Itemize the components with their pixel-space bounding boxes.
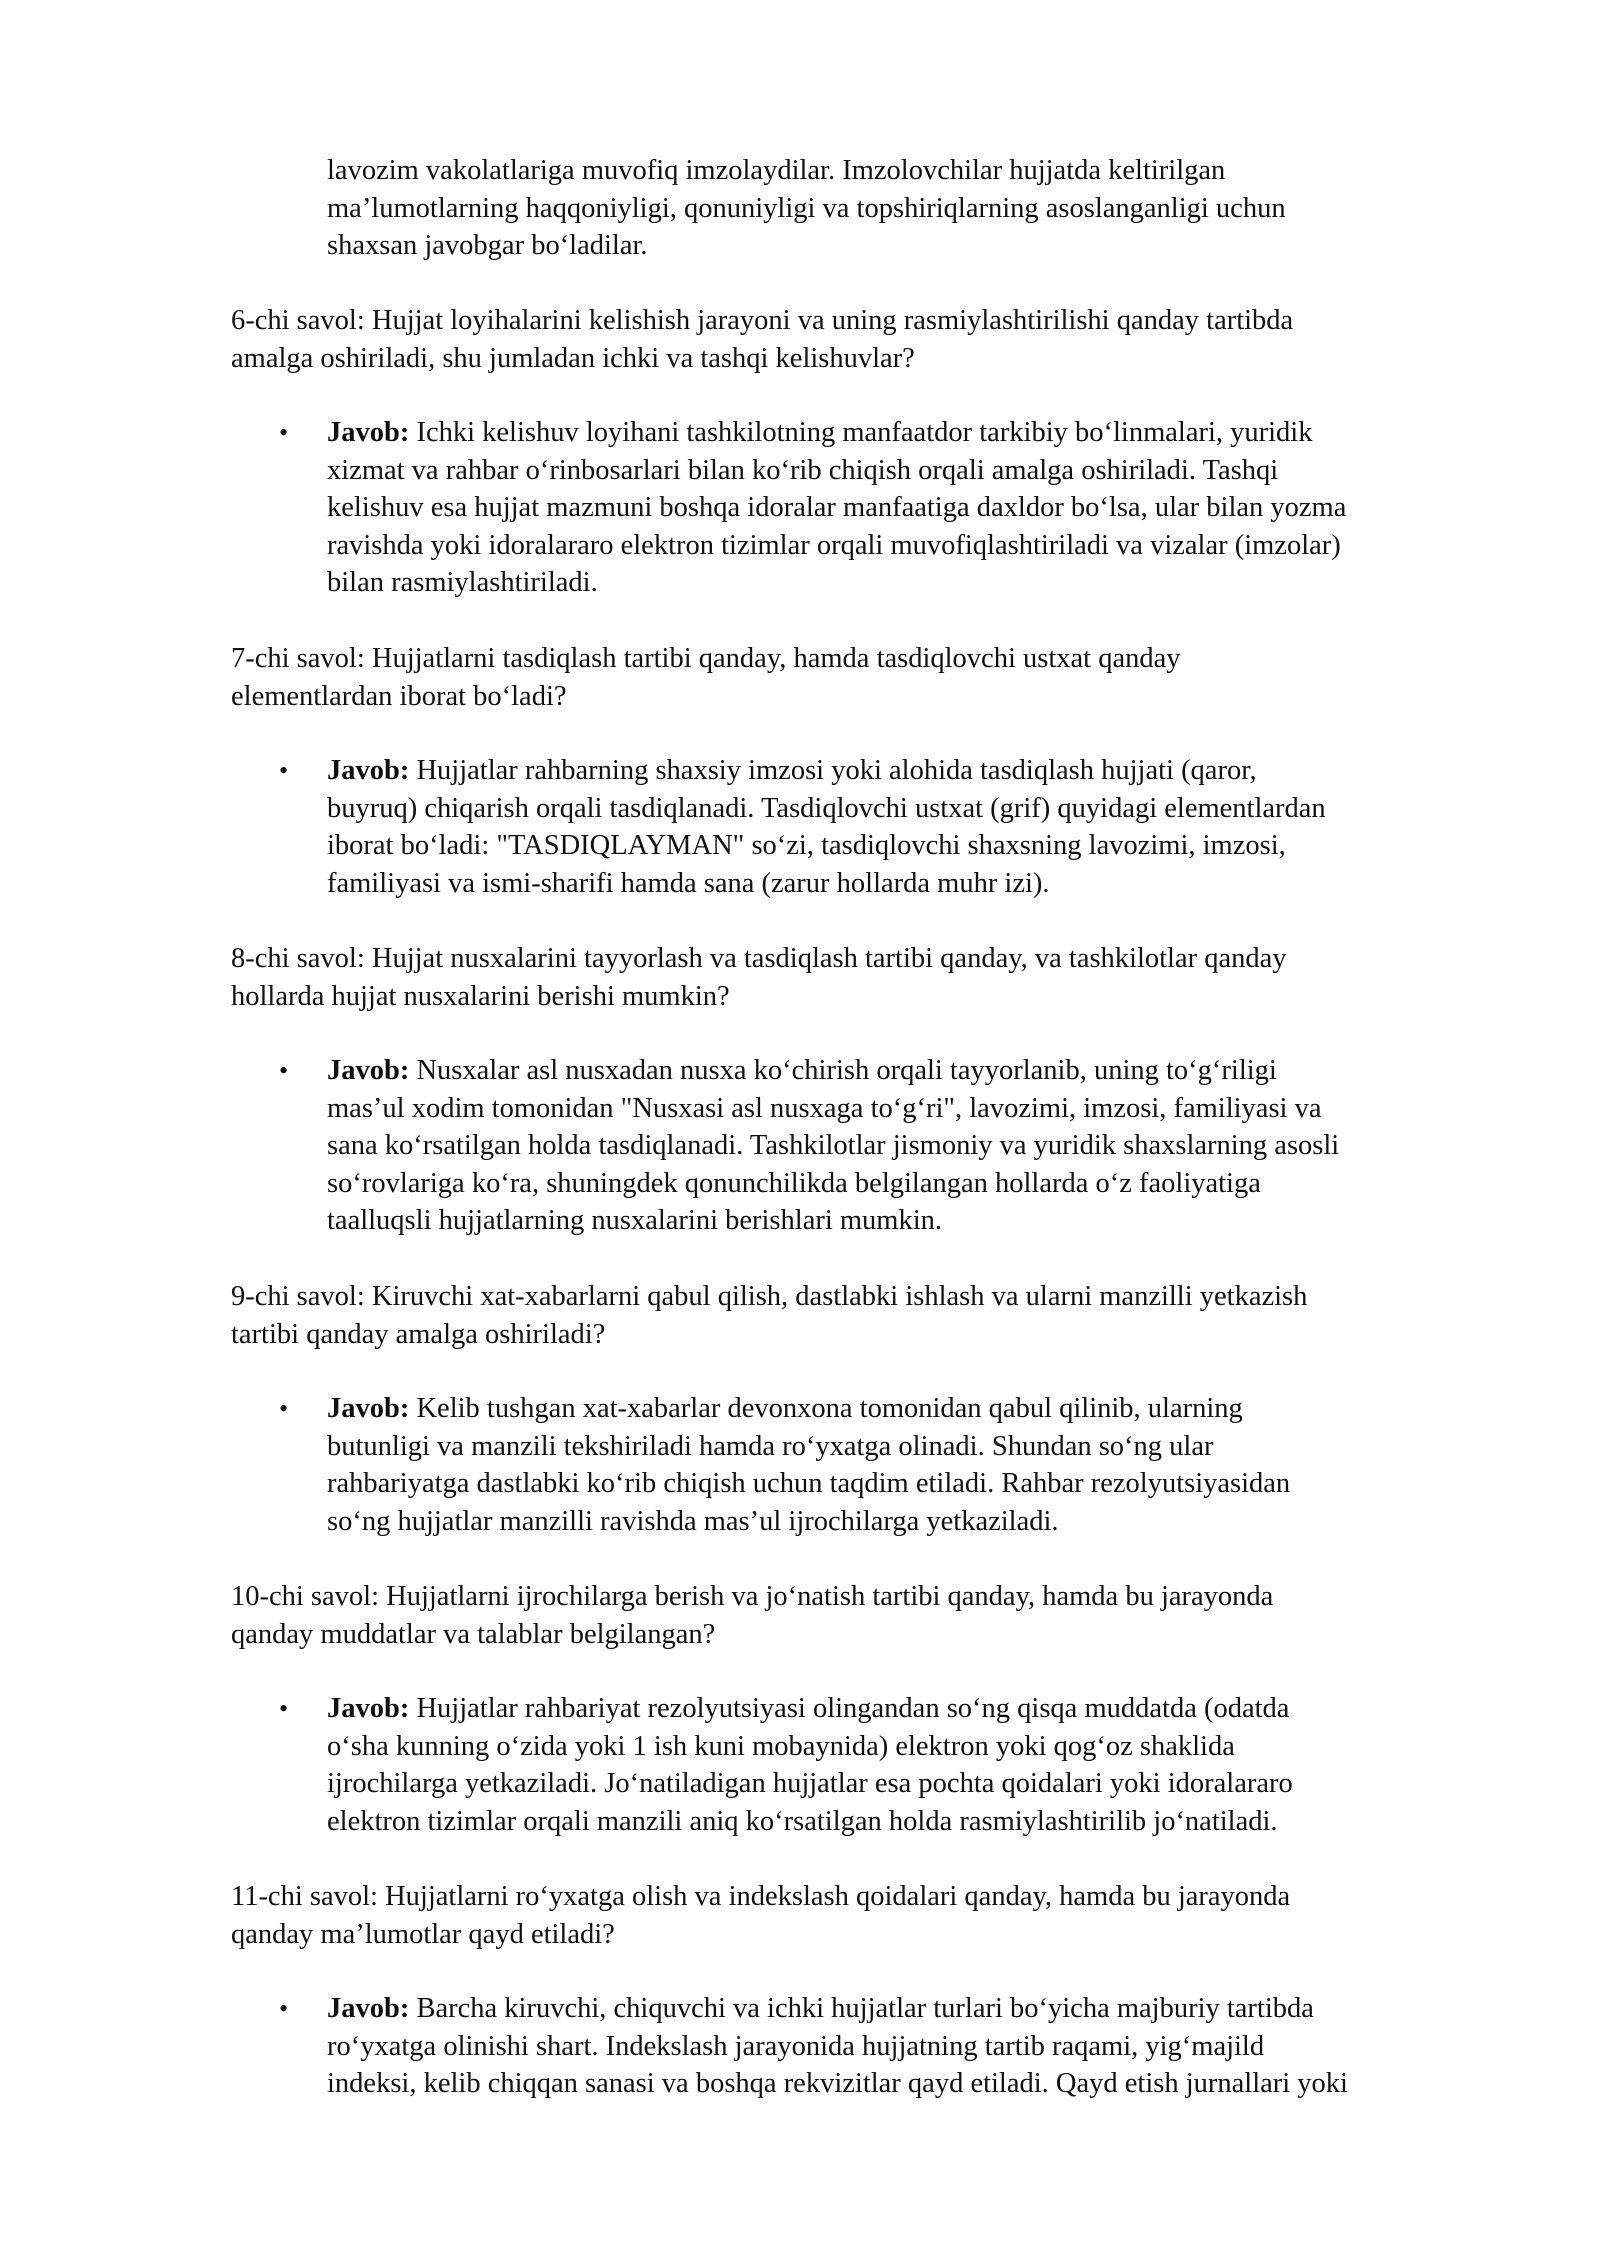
- question-line: hollarda hujjat nusxalarini berishi mumkin?: [231, 980, 730, 1012]
- answer-line: ijrochilarga yetkaziladi. Joʻnatiladigan hujjatlar esa pochta qoidalari yoki idoralararo: [327, 1768, 1293, 1800]
- answer-label: Javob:: [327, 1993, 410, 2024]
- answer-label: Javob:: [327, 417, 410, 448]
- question-line: qanday muddatlar va talablar belgilangan?: [231, 1618, 716, 1650]
- answer-label: Javob:: [327, 1693, 410, 1724]
- paragraph-line: shaxsan javobgar boʻladilar.: [327, 230, 648, 262]
- answer-line: soʻng hujjatlar manzilli ravishda mas’ul ijrochilarga yetkaziladi.: [327, 1505, 1059, 1537]
- bullet-marker: •: [279, 1394, 289, 1423]
- question-line: elementlardan iborat boʻladi?: [231, 680, 567, 712]
- answer-text: Barcha kiruvchi, chiquvchi va ichki hujjatlar turlari boʻyicha majburiy tartibda: [409, 1993, 1314, 2024]
- answer-line: xizmat va rahbar oʻrinbosarlari bilan koʻrib chiqish orqali amalga oshiriladi. Tashqi: [327, 454, 1279, 486]
- answer-line: buyruq) chiqarish orqali tasdiqlanadi. Tasdiqlovchi ustxat (grif) quyidagi elementlardan: [327, 792, 1326, 824]
- answer-line: roʻyxatga olinishi shart. Indekslash jarayonida hujjatning tartib raqami, yigʻmajild: [327, 2030, 1265, 2062]
- answer-7: [279, 752, 1527, 902]
- question-6: [231, 302, 1511, 377]
- bullet-marker: •: [279, 1056, 289, 1085]
- question-11: [231, 1878, 1511, 1953]
- question-line: amalga oshiriladi, shu jumladan ichki va tashqi kelishuvlar?: [231, 342, 915, 374]
- answer-line: oʻsha kunning oʻzida yoki 1 ish kuni mobaynida) elektron yoki qogʻoz shaklida: [327, 1730, 1235, 1762]
- answer-line: familiyasi va ismi-sharifi hamda sana (zarur hollarda muhr izi).: [327, 867, 1050, 899]
- question-line: 9-chi savol: Kiruvchi xat-xabarlarni qabul qilish, dastlabki ishlash va ularni manzilli yetkazish: [231, 1281, 1308, 1312]
- answer-line: bilan rasmiylashtiriladi.: [327, 567, 598, 599]
- question-line: 6-chi savol: Hujjat loyihalarini kelishish jarayoni va uning rasmiylashtirilishi qanday tartibda: [231, 305, 1294, 336]
- answer-line: soʻrovlariga koʻra, shuningdek qonunchilikda belgilangan hollarda oʻz faoliyatiga: [327, 1167, 1261, 1199]
- question-7: [231, 640, 1511, 715]
- answer-line: [327, 1690, 1527, 1728]
- answer-line: indeksi, kelib chiqqan sanasi va boshqa rekvizitlar qayd etiladi. Qayd etish jurnallari yoki: [327, 2068, 1348, 2100]
- answer-line: [327, 1052, 1527, 1090]
- answer-line: sana koʻrsatilgan holda tasdiqlanadi. Tashkilotlar jismoniy va yuridik shaxslarning asosli: [327, 1130, 1340, 1162]
- question-line: 11-chi savol: Hujjatlarni roʻyxatga olish va indekslash qoidalari qanday, hamda bu jarayonda: [231, 1881, 1291, 1912]
- question-8: [231, 940, 1511, 1015]
- question-10: [231, 1578, 1511, 1653]
- bullet-marker: •: [279, 756, 289, 785]
- continued-paragraph: [327, 152, 1507, 265]
- answer-line: [327, 1990, 1527, 2028]
- answer-text: Kelib tushgan xat-xabarlar devonxona tomonidan qabul qilinib, ularning: [409, 1393, 1243, 1424]
- answer-text: Hujjatlar rahbarning shaxsiy imzosi yoki alohida tasdiqlash hujjati (qaror,: [409, 755, 1257, 786]
- answer-text: Nusxalar asl nusxadan nusxa koʻchirish orqali tayyorlanib, uning toʻgʻriligi: [409, 1055, 1277, 1086]
- answer-9: [279, 1390, 1527, 1540]
- answer-line: rahbariyatga dastlabki koʻrib chiqish uchun taqdim etiladi. Rahbar rezolyutsiyasidan: [327, 1468, 1291, 1500]
- answer-line: kelishuv esa hujjat mazmuni boshqa idoralar manfaatiga daxldor boʻlsa, ular bilan yozma: [327, 492, 1347, 524]
- bullet-marker: •: [279, 1694, 289, 1723]
- answer-6: [279, 414, 1527, 602]
- question-line: 7-chi savol: Hujjatlarni tasdiqlash tartibi qanday, hamda tasdiqlovchi ustxat qanday: [231, 643, 1181, 674]
- bullet-marker: •: [279, 1994, 289, 2023]
- answer-label: Javob:: [327, 755, 410, 786]
- question-9: [231, 1278, 1511, 1353]
- answer-line: iborat boʻladi: "TASDIQLAYMAN" soʻzi, tasdiqlovchi shaxsning lavozimi, imzosi,: [327, 830, 1286, 862]
- answer-line: [327, 1390, 1527, 1428]
- answer-line: [327, 752, 1527, 790]
- answer-text: Hujjatlar rahbariyat rezolyutsiyasi olingandan soʻng qisqa muddatda (odatda: [409, 1693, 1290, 1724]
- paragraph-line: lavozim vakolatlariga muvofiq imzolaydilar. Imzolovchilar hujjatda keltirilgan: [327, 155, 1226, 186]
- paragraph-line: ma’lumotlarning haqqoniyligi, qonuniyligi va topshiriqlarning asoslanganligi uchun: [327, 192, 1286, 224]
- answer-label: Javob:: [327, 1055, 410, 1086]
- answer-line: taalluqsli hujjatlarning nusxalarini berishlari mumkin.: [327, 1205, 943, 1237]
- answer-line: butunligi va manzili tekshiriladi hamda roʻyxatga olinadi. Shundan soʻng ular: [327, 1430, 1214, 1462]
- answer-line: mas’ul xodim tomonidan "Nusxasi asl nusxaga toʻgʻri", lavozimi, imzosi, familiyasi va: [327, 1092, 1322, 1124]
- bullet-marker: •: [279, 418, 289, 447]
- answer-8: [279, 1052, 1527, 1240]
- answer-line: [327, 414, 1527, 452]
- question-line: 10-chi savol: Hujjatlarni ijrochilarga berish va joʻnatish tartibi qanday, hamda bu jarayonda: [231, 1581, 1274, 1612]
- question-line: 8-chi savol: Hujjat nusxalarini tayyorlash va tasdiqlash tartibi qanday, va tashkilotlar qanday: [231, 943, 1287, 974]
- question-line: tartibi qanday amalga oshiriladi?: [231, 1318, 606, 1350]
- answer-11: [279, 1990, 1527, 2103]
- answer-text: Ichki kelishuv loyihani tashkilotning manfaatdor tarkibiy boʻlinmalari, yuridik: [409, 417, 1313, 448]
- question-line: qanday ma’lumotlar qayd etiladi?: [231, 1918, 615, 1950]
- answer-label: Javob:: [327, 1393, 410, 1424]
- answer-10: [279, 1690, 1527, 1840]
- answer-line: ravishda yoki idoralararo elektron tizimlar orqali muvofiqlashtiriladi va vizalar (imzolar): [327, 529, 1341, 561]
- answer-line: elektron tizimlar orqali manzili aniq koʻrsatilgan holda rasmiylashtirilib joʻnatiladi.: [327, 1805, 1278, 1837]
